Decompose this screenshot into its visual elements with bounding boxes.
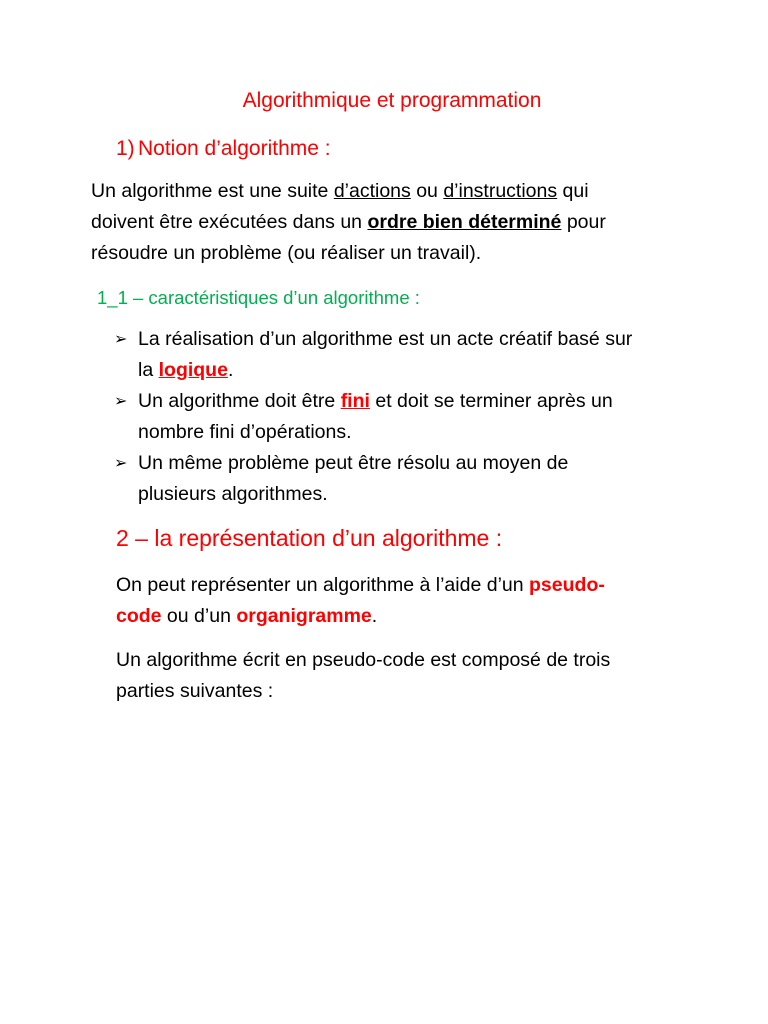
section-2-heading: 2 – la représentation d’un algorithme : [116,525,503,551]
list-item-line: nombre fini d’opérations. [138,421,352,443]
text-run: la [138,359,159,381]
section-1-heading [116,134,331,164]
document-title: Algorithmique et programmation [242,89,542,112]
text-run: ou [410,180,444,202]
arrow-bullet-icon: ➢ [114,393,128,410]
text-run: . [227,359,234,381]
paragraph-line [116,601,686,632]
list-item [114,386,714,448]
highlight-term-organigramme: organigramme [236,605,372,627]
list-item-line: Un même problème peut être résolu au moyen de [138,452,569,474]
paragraph-line: parties suivantes : [116,680,274,702]
bold-underlined-term-ordre: ordre bien déterminé [367,211,562,233]
characteristics-list [114,324,714,510]
paragraph-line [91,176,691,207]
highlight-term-code: code [116,605,162,627]
section-2-paragraph-2 [116,645,686,707]
underlined-term-actions: d’actions [333,180,411,202]
text-run: pour [561,211,606,233]
text-run: qui [557,180,589,202]
text-run: doivent être exécutées dans un [91,211,368,233]
highlight-term-fini: fini [340,390,370,412]
highlight-term-pseudo: pseudo- [529,574,605,596]
section-2-paragraph-1 [116,570,686,632]
section-1-number: 1) [116,137,135,160]
underlined-term-instructions: d’instructions [443,180,558,202]
list-item-line [138,355,714,386]
section-1-paragraph [91,176,691,269]
list-item-line: plusieurs algorithmes. [138,483,328,505]
text-run: . [371,605,378,627]
arrow-bullet-icon: ➢ [114,455,128,472]
paragraph-line [116,570,686,601]
text-run: Un algorithme est une suite [91,180,334,202]
text-run: Un algorithme doit être [138,390,341,412]
text-run: et doit se terminer après un [369,390,613,412]
subsection-1-1-heading: 1_1 – caractéristiques d’un algorithme : [97,287,420,308]
list-item [114,448,714,510]
text-run: ou d’un [161,605,237,627]
text-run: On peut représenter un algorithme à l’aide d’un [116,574,530,596]
paragraph-line [91,207,691,238]
paragraph-line: Un algorithme écrit en pseudo-code est composé de trois [116,649,611,671]
list-item-line: La réalisation d’un algorithme est un acte créatif basé sur [138,328,633,350]
list-item [114,324,714,386]
list-item-line [138,386,714,417]
highlight-term-logique: logique [158,359,228,381]
paragraph-line: résoudre un problème (ou réaliser un travail). [91,242,482,264]
section-1-heading-text: Notion d’algorithme : [138,137,331,160]
arrow-bullet-icon: ➢ [114,331,128,348]
